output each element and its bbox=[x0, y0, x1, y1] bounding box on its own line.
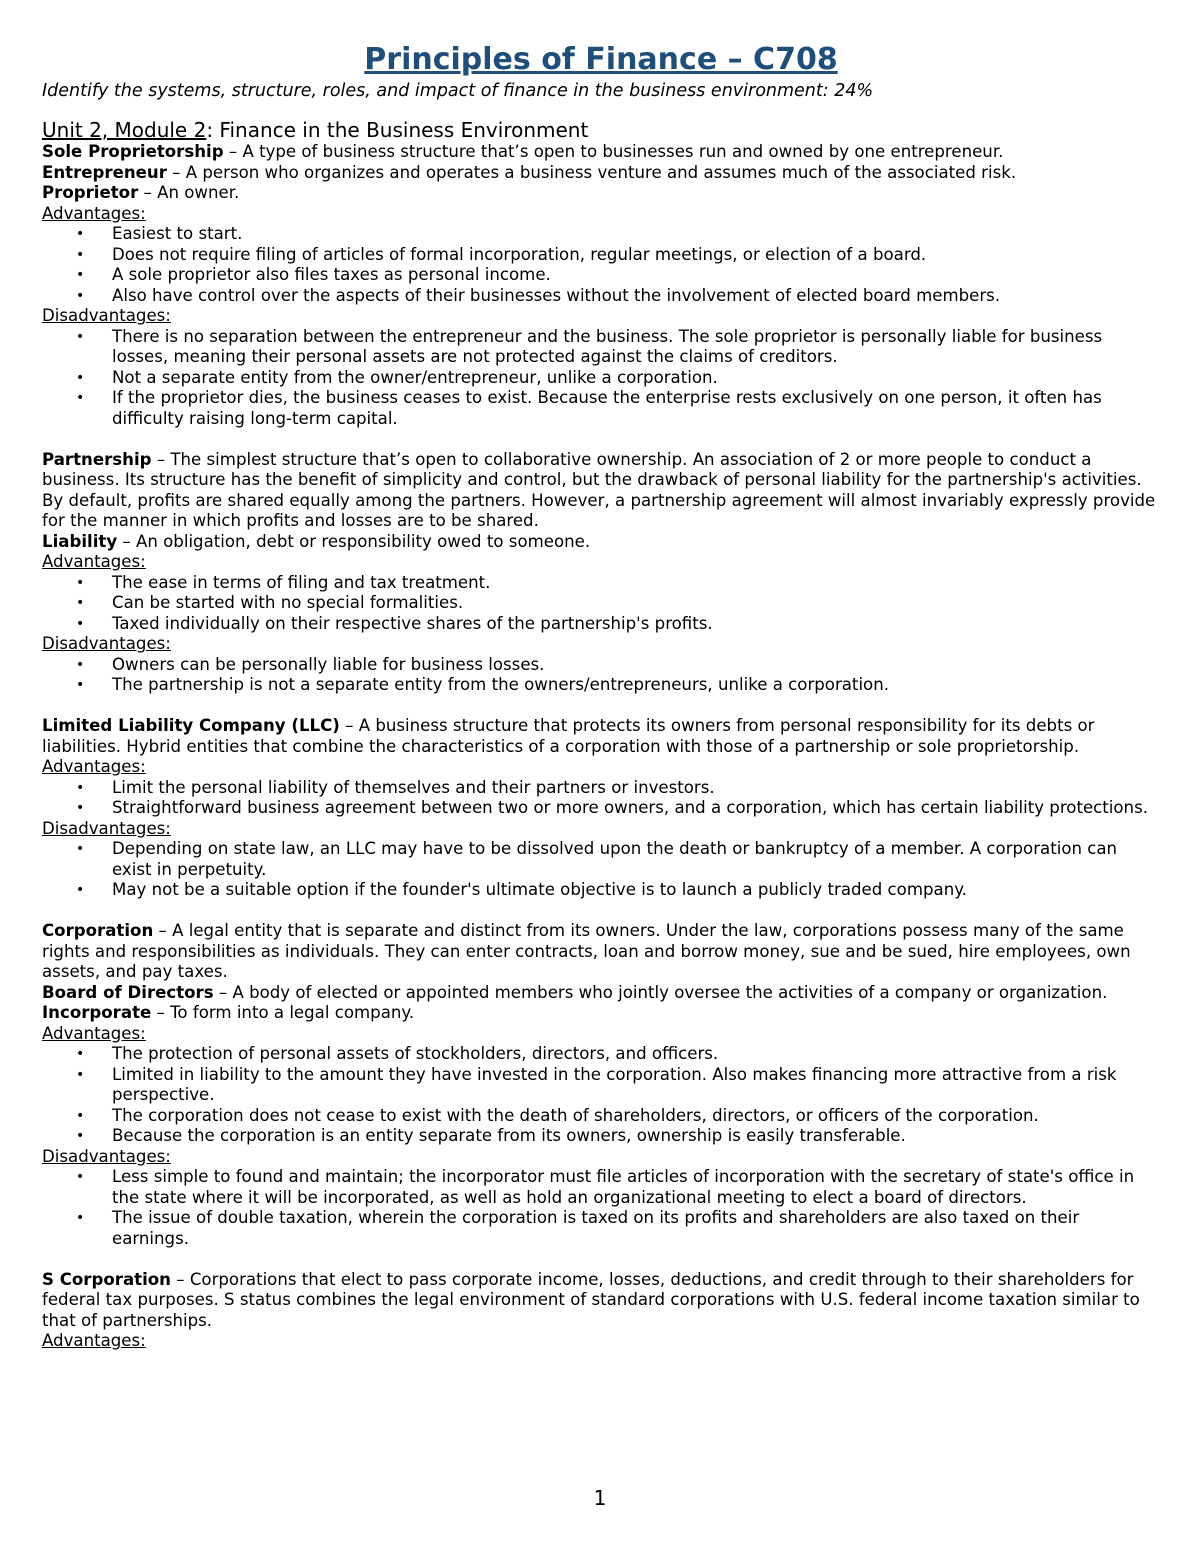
partnership-disadvantages-label: Disadvantages: bbox=[42, 634, 171, 653]
page-title: Principles of Finance – C708 bbox=[364, 42, 838, 77]
document-page bbox=[42, 40, 1160, 1352]
definition: – A legal entity that is separate and distinct from its owners. Under the law, corporations possess many of the same rights and responsibilities as individuals. They can enter contracts, loan and borrow money, sue and be sued, hire employees, own assets, and pay taxes. bbox=[42, 921, 1131, 981]
list-item: • Owners can be personally liable for business losses. bbox=[42, 655, 1160, 676]
definition: – An obligation, debt or responsibility owed to someone. bbox=[117, 531, 591, 551]
llc-definition bbox=[42, 716, 1160, 757]
list-item: • The issue of double taxation, wherein the corporation is taxed on its profits and shareholders are also taxed on their earnings. bbox=[42, 1208, 1160, 1249]
partnership-definition bbox=[42, 450, 1160, 491]
page-number: 1 bbox=[593, 1486, 607, 1510]
spacer bbox=[42, 901, 1160, 922]
board-definition bbox=[42, 983, 1160, 1004]
definition: – The simplest structure that’s open to collaborative ownership. An association of 2 or more people to conduct a business. Its structure has the benefit of simplicity and control, but the drawback of personal liability for the partnership's activities. bbox=[42, 449, 1142, 489]
term: Incorporate bbox=[42, 1003, 152, 1022]
corporation-definition bbox=[42, 921, 1160, 983]
term: Corporation bbox=[42, 921, 154, 940]
partnership-advantages-label: Advantages: bbox=[42, 552, 146, 571]
page-subtitle: Identify the systems, structure, roles, and impact of finance in the business environment: 24% bbox=[42, 81, 874, 101]
list-item: • Limit the personal liability of themselves and their partners or investors. bbox=[42, 778, 1160, 799]
corporation-advantages-label: Advantages: bbox=[42, 1023, 146, 1043]
list-item: • A sole proprietor also files taxes as personal income. bbox=[42, 265, 1160, 286]
term: Sole Proprietorship bbox=[42, 142, 224, 161]
list-item: • The partnership is not a separate entity from the owners/entrepreneurs, unlike a corporation. bbox=[42, 675, 1160, 696]
list-item: • Not a separate entity from the owner/entrepreneur, unlike a corporation. bbox=[42, 368, 1160, 389]
spacer bbox=[42, 429, 1160, 450]
definition: – Corporations that elect to pass corporate income, losses, deductions, and credit through to their shareholders for federal tax purposes. S status combines the legal environment of standard corporations with U.S. federal income taxation similar to that of partnerships. bbox=[42, 1269, 1140, 1330]
list-item: • Taxed individually on their respective shares of the partnership's profits. bbox=[42, 614, 1160, 635]
corporation-disadvantages-label: Disadvantages: bbox=[42, 1146, 171, 1166]
term: Limited Liability Company (LLC) bbox=[42, 716, 340, 735]
unit-heading bbox=[42, 118, 1160, 142]
list-item: • If the proprietor dies, the business ceases to exist. Because the enterprise rests exclusively on one person, it often has difficulty raising long-term capital. bbox=[42, 388, 1160, 429]
sole-disadvantages-list bbox=[42, 327, 1160, 430]
list-item: • The corporation does not cease to exist with the death of shareholders, directors, or officers of the corporation. bbox=[42, 1106, 1160, 1127]
list-item: • Easiest to start. bbox=[42, 224, 1160, 245]
term: Proprietor bbox=[42, 183, 139, 202]
llc-disadvantages-label: Disadvantages: bbox=[42, 818, 171, 838]
corporation-advantages-list bbox=[42, 1044, 1160, 1147]
definition: – A person who organizes and operates a business venture and assumes much of the associated risk. bbox=[166, 162, 1017, 182]
list-item: • There is no separation between the entrepreneur and the business. The sole proprietor is personally liable for business losses, meaning their personal assets are not protected against the claims of creditors. bbox=[42, 327, 1160, 368]
list-item: • May not be a suitable option if the founder's ultimate objective is to launch a publicly traded company. bbox=[42, 880, 1160, 901]
llc-advantages-list bbox=[42, 778, 1160, 819]
liability-definition bbox=[42, 532, 1160, 553]
unit-label: Unit 2, Module 2 bbox=[42, 118, 207, 142]
term: Partnership bbox=[42, 449, 152, 469]
definition: – A business structure that protects its owners from personal responsibility for its debts or liabilities. Hybrid entities that combine the characteristics of a corporation with those of a partnership or sole proprietorship. bbox=[42, 716, 1095, 756]
list-item: • The ease in terms of filing and tax treatment. bbox=[42, 573, 1160, 594]
list-item: • Because the corporation is an entity separate from its owners, ownership is easily transferable. bbox=[42, 1126, 1160, 1147]
term: Board of Directors bbox=[42, 982, 214, 1002]
list-item: • Less simple to found and maintain; the incorporator must file articles of incorporation with the secretary of state's office in the state where it will be incorporated, as well as hold an organizational meeting to elect a board of directors. bbox=[42, 1167, 1160, 1208]
entrepreneur-definition bbox=[42, 163, 1160, 184]
sole-advantages-list bbox=[42, 224, 1160, 306]
definition: – To form into a legal company. bbox=[151, 1003, 415, 1022]
definition: – A type of business structure that’s open to businesses run and owned by one entrepreneur. bbox=[223, 142, 1004, 161]
sole-disadvantages-label: Disadvantages: bbox=[42, 306, 171, 325]
proprietor-definition bbox=[42, 183, 1160, 204]
partnership-default-text: By default, profits are shared equally among the partners. However, a partnership agreement will almost invariably expressly provide for the manner in which profits and losses are to be shared. bbox=[42, 490, 1156, 530]
list-item: • Limited in liability to the amount they have invested in the corporation. Also makes financing more attractive from a risk perspective. bbox=[42, 1065, 1160, 1106]
list-item: • Does not require filing of articles of formal incorporation, regular meetings, or election of a board. bbox=[42, 245, 1160, 266]
list-item: • Depending on state law, an LLC may have to be dissolved upon the death or bankruptcy of a member. A corporation can exist in perpetuity. bbox=[42, 839, 1160, 880]
term: S Corporation bbox=[42, 1269, 171, 1289]
spacer bbox=[42, 1249, 1160, 1270]
list-item: • Straightforward business agreement between two or more owners, and a corporation, which has certain liability protections. bbox=[42, 798, 1160, 819]
term: Liability bbox=[42, 531, 118, 551]
partnership-disadvantages-list bbox=[42, 655, 1160, 696]
list-item: • Also have control over the aspects of their businesses without the involvement of elected board members. bbox=[42, 286, 1160, 307]
partnership-advantages-list bbox=[42, 573, 1160, 635]
sole-definition bbox=[42, 142, 1160, 163]
scorp-advantages-label: Advantages: bbox=[42, 1331, 146, 1350]
spacer bbox=[42, 696, 1160, 717]
list-item: • Can be started with no special formalities. bbox=[42, 593, 1160, 614]
term: Entrepreneur bbox=[42, 162, 167, 182]
definition: – A body of elected or appointed members who jointly oversee the activities of a company or organization. bbox=[213, 982, 1108, 1002]
scorp-definition bbox=[42, 1270, 1160, 1332]
definition: – An owner. bbox=[138, 183, 240, 202]
llc-disadvantages-list bbox=[42, 839, 1160, 901]
list-item: • The protection of personal assets of stockholders, directors, and officers. bbox=[42, 1044, 1160, 1065]
unit-title: : Finance in the Business Environment bbox=[206, 118, 589, 142]
incorporate-definition bbox=[42, 1003, 1160, 1024]
sole-advantages-label: Advantages: bbox=[42, 203, 146, 223]
llc-advantages-label: Advantages: bbox=[42, 757, 146, 776]
corporation-disadvantages-list bbox=[42, 1167, 1160, 1249]
